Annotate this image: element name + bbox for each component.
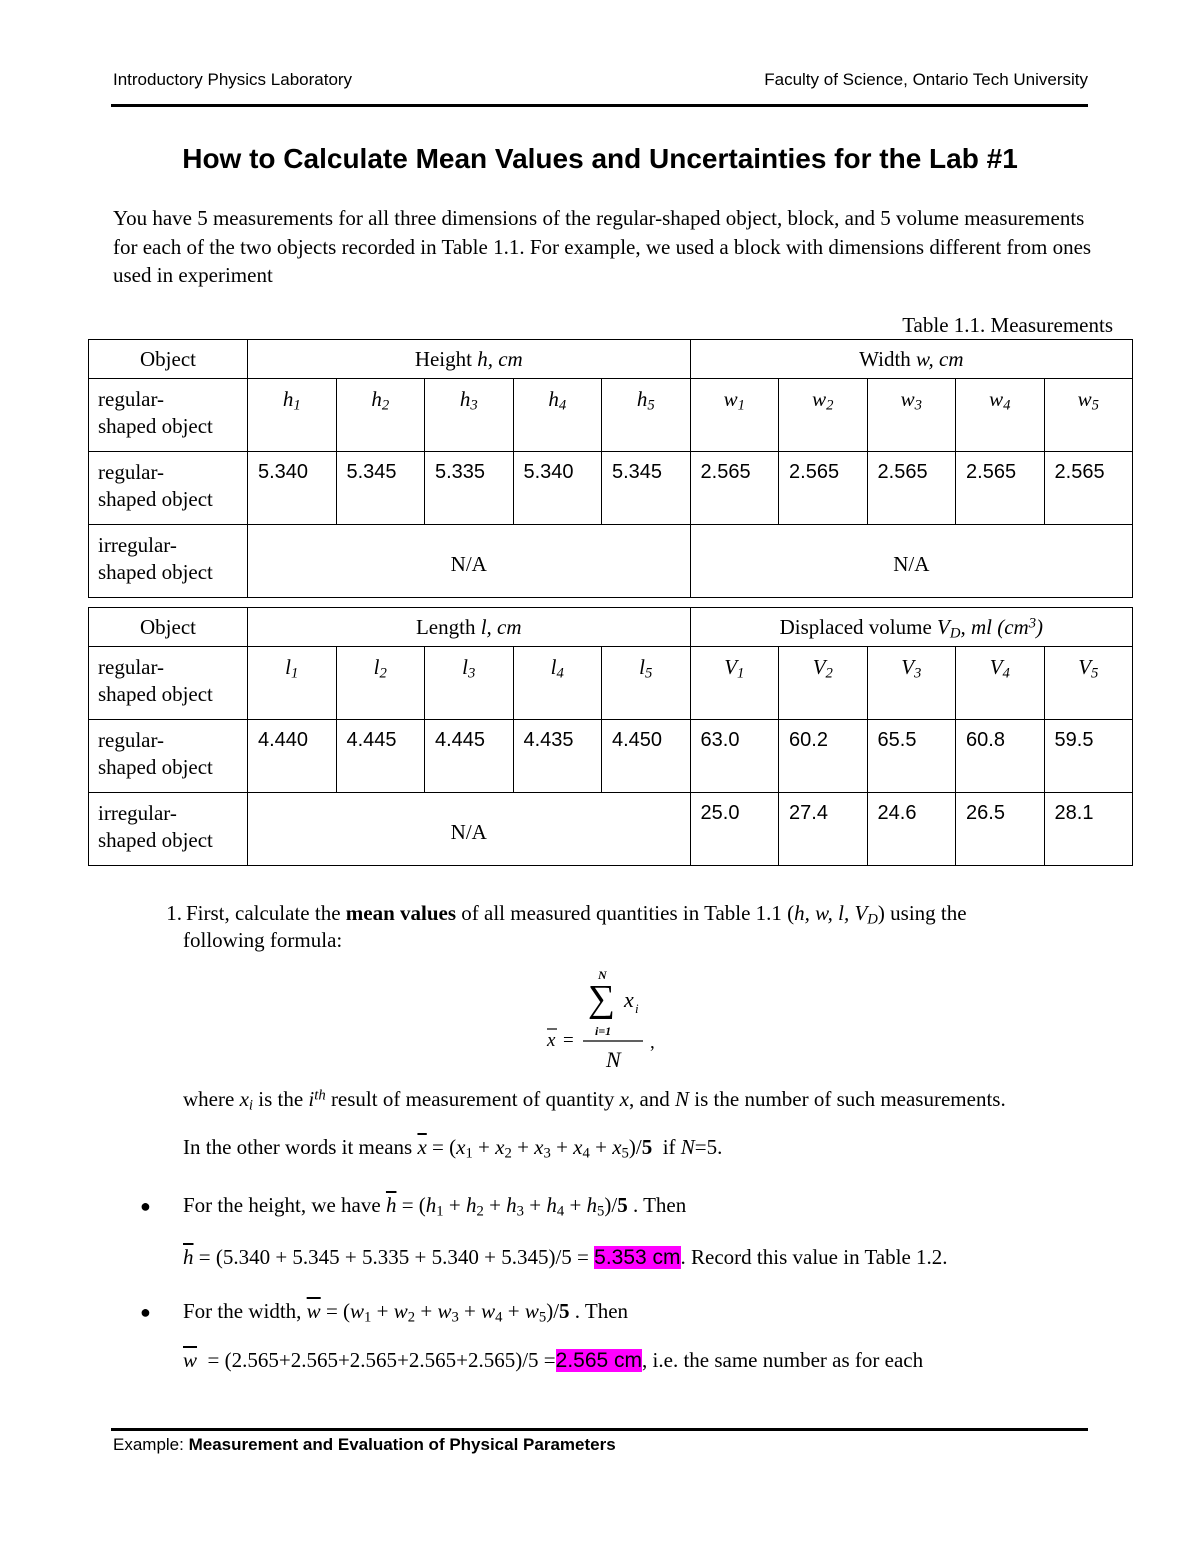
footer-label: Example: xyxy=(113,1435,184,1454)
row-label: regular- shaped object xyxy=(89,379,248,452)
svg-text:=: = xyxy=(563,1030,574,1051)
symbol-cell: $h_5$ xyxy=(602,379,691,452)
symbol-cell: $w_1$ xyxy=(690,379,779,452)
height-tail: . Record this value in Table 1.2. xyxy=(680,1245,948,1269)
symbol-cell: $h_1$ xyxy=(248,379,337,452)
symbol-cell: $V_4$ xyxy=(956,647,1045,720)
symbol-cell: $l_4$ xyxy=(513,647,602,720)
table-row xyxy=(89,525,1133,598)
header-rule xyxy=(111,104,1088,107)
value-cell: 60.8 xyxy=(956,720,1045,793)
width-calc-expr: $\overline{w} = (2.565+2.565+2.565+2.565+2.565)/5$ = xyxy=(183,1348,556,1372)
height-calc xyxy=(183,1245,948,1270)
symbol-cell: $w_2$ xyxy=(779,379,868,452)
bullet-icon: ● xyxy=(140,1302,151,1322)
value-cell: 5.340 xyxy=(513,452,602,525)
width-line: For the width, $\overline{w} = (w_1 + w_2 + w_3 + w_4 + w_5)/5$ . Then xyxy=(183,1299,629,1326)
table-row xyxy=(89,647,1133,720)
svg-text:N: N xyxy=(606,1047,621,1072)
value-cell: 28.1 xyxy=(1044,793,1133,866)
value-cell: 24.6 xyxy=(867,793,956,866)
value-cell: 26.5 xyxy=(956,793,1045,866)
step-1 xyxy=(113,900,1103,954)
svg-text:x: x xyxy=(547,1030,556,1051)
svg-text:,: , xyxy=(650,1032,655,1053)
table-header-row xyxy=(89,608,1133,647)
row-label: regular- shaped object xyxy=(89,452,248,525)
value-cell: 27.4 xyxy=(779,793,868,866)
symbol-cell: $w_4$ xyxy=(956,379,1045,452)
value-cell: 2.565 xyxy=(1044,452,1133,525)
na-cell: N/A xyxy=(248,525,691,598)
table-header-row xyxy=(89,340,1133,379)
value-cell: 5.335 xyxy=(425,452,514,525)
symbol-cell: $w_3$ xyxy=(867,379,956,452)
value-cell: 4.445 xyxy=(336,720,425,793)
svg-text:x: x xyxy=(624,987,634,1012)
value-cell: 63.0 xyxy=(690,720,779,793)
na-cell: N/A xyxy=(248,793,691,866)
value-cell: 5.345 xyxy=(602,452,691,525)
height-header: Height h, cm xyxy=(248,340,691,379)
footer xyxy=(113,1435,616,1455)
header-left: Introductory Physics Laboratory xyxy=(113,70,353,89)
symbol-cell: $w_5$ xyxy=(1044,379,1133,452)
step-text-a: First, calculate the xyxy=(186,901,341,925)
footer-rule xyxy=(111,1428,1088,1431)
symbol-cell: $V_2$ xyxy=(779,647,868,720)
symbol-cell: $l_3$ xyxy=(425,647,514,720)
step-number: 1. xyxy=(166,901,182,925)
symbol-cell: $h_2$ xyxy=(336,379,425,452)
value-cell: 5.345 xyxy=(336,452,425,525)
object-header: Object xyxy=(89,340,248,379)
object-header: Object xyxy=(89,608,248,647)
value-cell: 59.5 xyxy=(1044,720,1133,793)
length-header: Length l, cm xyxy=(248,608,691,647)
step-text-bold: mean values xyxy=(345,901,457,925)
row-label: regular- shaped object xyxy=(89,720,248,793)
table-caption: Table 1.1. Measurements xyxy=(902,313,1113,337)
table-row xyxy=(89,379,1133,452)
svg-text:i=1: i=1 xyxy=(595,1024,612,1038)
measurements-table-height-width xyxy=(88,339,1133,598)
value-cell: 5.340 xyxy=(248,452,337,525)
header-right: Faculty of Science, Ontario Tech University xyxy=(764,70,1088,89)
height-result: 5.353 cm xyxy=(594,1246,681,1269)
row-label: irregular- shaped object xyxy=(89,525,248,598)
mean-formula-graphic xyxy=(540,965,680,1075)
value-cell: 4.435 xyxy=(513,720,602,793)
intro-paragraph: You have 5 measurements for all three dimensions of the regular-shaped object, block, and 5 volume measurements for each of the two objects recorded in Table 1.1. For example, we used a block with dimensions different from ones used in experiment xyxy=(113,206,1092,287)
table-row xyxy=(89,720,1133,793)
height-line: For the height, we have $\overline{h} = (h_1 + h_2 + h_3 + h_4 + h_5)/5$ . Then xyxy=(183,1193,687,1220)
mean-formula xyxy=(540,965,680,1075)
symbol-cell: $l_1$ xyxy=(248,647,337,720)
symbol-cell: $V_3$ xyxy=(867,647,956,720)
value-cell: 4.450 xyxy=(602,720,691,793)
value-cell: 60.2 xyxy=(779,720,868,793)
symbol-cell: $V_1$ xyxy=(690,647,779,720)
value-cell: 25.0 xyxy=(690,793,779,866)
symbol-cell: $l_2$ xyxy=(336,647,425,720)
svg-text:N: N xyxy=(598,968,607,982)
width-result: 2.565 cm xyxy=(555,1349,643,1372)
svg-text:i: i xyxy=(635,1001,639,1016)
step-text-b: of all measured quantities in Table 1.1 (h, w, l, $V_D$) using the xyxy=(461,901,967,928)
other-words-text: In the other words it means $\overline{x} = (x_1 + x_2 + x_3 + x_4 + x_5)/5$ if N=5. xyxy=(183,1135,723,1162)
symbol-cell: $h_4$ xyxy=(513,379,602,452)
svg-text:∑: ∑ xyxy=(588,978,616,1020)
height-calc-expr: $\overline{h} = (5.340 + 5.345 + 5.335 + 5.340 + 5.345)/5$ = xyxy=(183,1245,589,1269)
symbol-cell: $h_3$ xyxy=(425,379,514,452)
volume-header: Displaced volume $V_D$, ml $(cm^3)$ xyxy=(690,608,1133,647)
value-cell: 4.440 xyxy=(248,720,337,793)
width-tail: , i.e. the same number as for each xyxy=(642,1348,924,1372)
symbol-cell: $l_5$ xyxy=(602,647,691,720)
symbol-cell: $V_5$ xyxy=(1044,647,1133,720)
width-header: Width w, cm xyxy=(690,340,1133,379)
row-label: irregular- shaped object xyxy=(89,793,248,866)
width-calc xyxy=(183,1348,923,1373)
table-row xyxy=(89,452,1133,525)
table-row xyxy=(89,793,1133,866)
bullet-icon: ● xyxy=(140,1196,151,1216)
measurements-table-length-volume xyxy=(88,607,1133,866)
value-cell: 2.565 xyxy=(690,452,779,525)
footer-title: Measurement and Evaluation of Physical Parameters xyxy=(188,1435,616,1454)
value-cell: 2.565 xyxy=(956,452,1045,525)
na-cell: N/A xyxy=(690,525,1133,598)
page-title: How to Calculate Mean Values and Uncertainties for the Lab #1 xyxy=(182,143,1018,174)
value-cell: 2.565 xyxy=(867,452,956,525)
value-cell: 4.445 xyxy=(425,720,514,793)
step-text-c: following formula: xyxy=(183,928,343,952)
where-text: where $x_i$ is the $i^{th}$ result of measurement of quantity x, and N is the number of such measurements. xyxy=(183,1087,1006,1114)
row-label: regular- shaped object xyxy=(89,647,248,720)
value-cell: 2.565 xyxy=(779,452,868,525)
value-cell: 65.5 xyxy=(867,720,956,793)
